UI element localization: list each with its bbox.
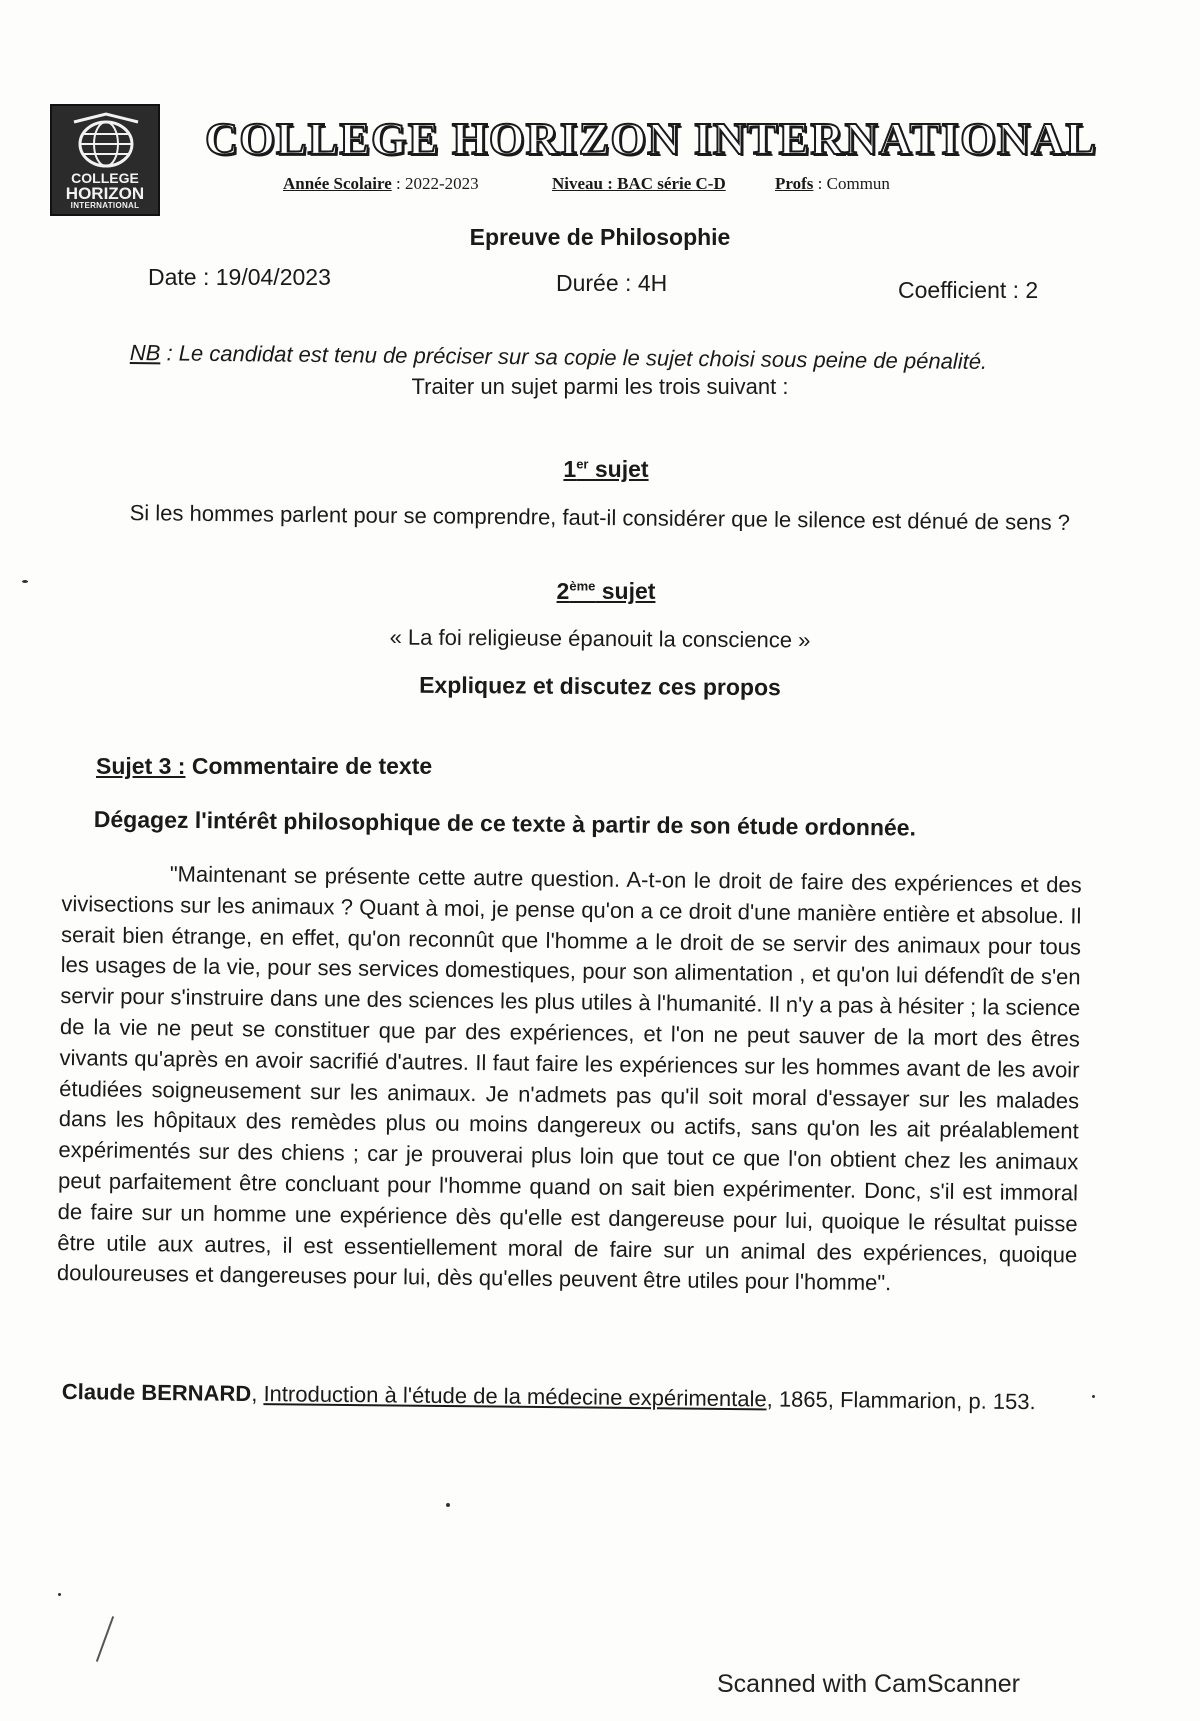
sujet3-title: Commentaire de texte [185,753,433,779]
profs-label: Profs [775,174,814,193]
school-logo [50,104,160,216]
sujet1-num: 1 [563,456,577,482]
niveau [552,174,726,194]
school-name: COLLEGE HORIZON INTERNATIONAL [205,113,1098,164]
globe-icon [70,112,142,170]
sujet2-num: 2 [556,578,570,604]
scan-speck [22,580,28,583]
exam-duree: Durée : 4H [556,270,668,296]
reference-ouvrage: Introduction à l'étude de la médecine expérimentale [263,1381,767,1412]
sujet2-sup: ème [569,578,596,594]
reference-reste: , 1865, Flammarion, p. 153. [766,1386,1036,1415]
nb-note [130,340,1090,376]
annee-label: Année Scolaire [283,174,392,193]
camscanner-watermark: Scanned with CamScanner [717,1670,1020,1698]
nb-text: : Le candidat est tenu de préciser sur sa copie le sujet choisi sous peine de pénalité. [160,340,988,374]
logo-text-horizon: HORIZON [65,184,145,203]
logo-text-international: INTERNATIONAL [70,201,140,210]
scan-speck [1092,1395,1095,1398]
reference-auteur: Claude BERNARD [61,1378,252,1406]
sujet1-sup: er [576,456,589,472]
scan-speck [58,1593,61,1596]
consigne: Traiter un sujet parmi les trois suivant : [411,374,789,399]
annee-scolaire [283,174,479,194]
profs-value: : Commun [813,174,890,193]
exam-coefficient: Coefficient : 2 [898,277,1039,303]
nb-label: NB [129,340,161,366]
sujet3-label: Sujet 3 : [96,753,186,779]
sujet3-heading [96,753,432,780]
sujet2-instruction: Expliquez et discutez ces propos [419,671,781,701]
sujet2-label: sujet [595,578,656,604]
niveau-label: Niveau : BAC série C-D [552,174,726,193]
sujet1-question: Si les hommes parlent pour se comprendre, faut-il considérer que le silence est dénué de sens ? [129,500,1071,535]
reference-sep: , [251,1380,264,1407]
sujet2-citation: « La foi religieuse épanouit la conscience » [389,624,811,653]
texte-reference [62,1375,1092,1420]
sujet1-label: sujet [588,456,649,482]
annee-value: : 2022-2023 [391,174,479,193]
sujet2-heading [6,578,1200,605]
logo-text-college: COLLEGE [71,170,139,186]
sujet3-instruction: Dégagez l'intérêt philosophique de ce texte à partir de son étude ordonnée. [93,806,917,841]
scan-stroke [96,1616,114,1662]
sujet1-heading [6,456,1200,483]
profs [775,174,890,194]
exam-date: Date : 19/04/2023 [148,264,331,290]
scan-speck [446,1503,450,1507]
sujet3-texte: "Maintenant se présente cette autre question. A-t-on le droit de faire des expériences et des vivisections sur les animaux ? Quant à moi, je pense qu'on a ce droit d'une manière entière et absolue. Il serait bien étrange, en effet, qu'on reconnût que l'homme a le droit de se servir des animaux pour tous les usages de la vie, pour ses services domestiques, pour son alimentation , et qu'on lui défendît de s'en servir pour s'instruire dans une des sciences les plus utiles à l'humanité. Il n'y a pas à hésiter ; la science de la vie ne peut se constituer que par des expériences, et l'on ne peut sauver de la mort des êtres vivants qu'après en avoir sacrifié d'autres. Il faut faire les expériences sur les hommes avant de les avoir étudiées soigneusement sur les animaux. Je n'admets pas qu'il soit moral d'essayer sur les malades dans les hôpitaux des remèdes plus ou moins dangereux ou actifs, sans qu'on les ait préalablement expérimentés sur des chiens ; car je prouverai plus loin que tout ce que l'on obtient chez les animaux peut parfaitement être concluant pour l'homme quand on sait bien expérimenter. Donc, s'il est immoral de faire sur un homme une expérience dès qu'elle est dangereuse pour lui, quoique le résultat puisse être utile aux autres, il est essentiellement moral de faire sur un animal des expériences, quoique douloureuses et dangereuses pour lui, dès qu'elles peuvent être utiles pour l'homme". [56,861,1082,1296]
epreuve-title: Epreuve de Philosophie [469,224,731,250]
